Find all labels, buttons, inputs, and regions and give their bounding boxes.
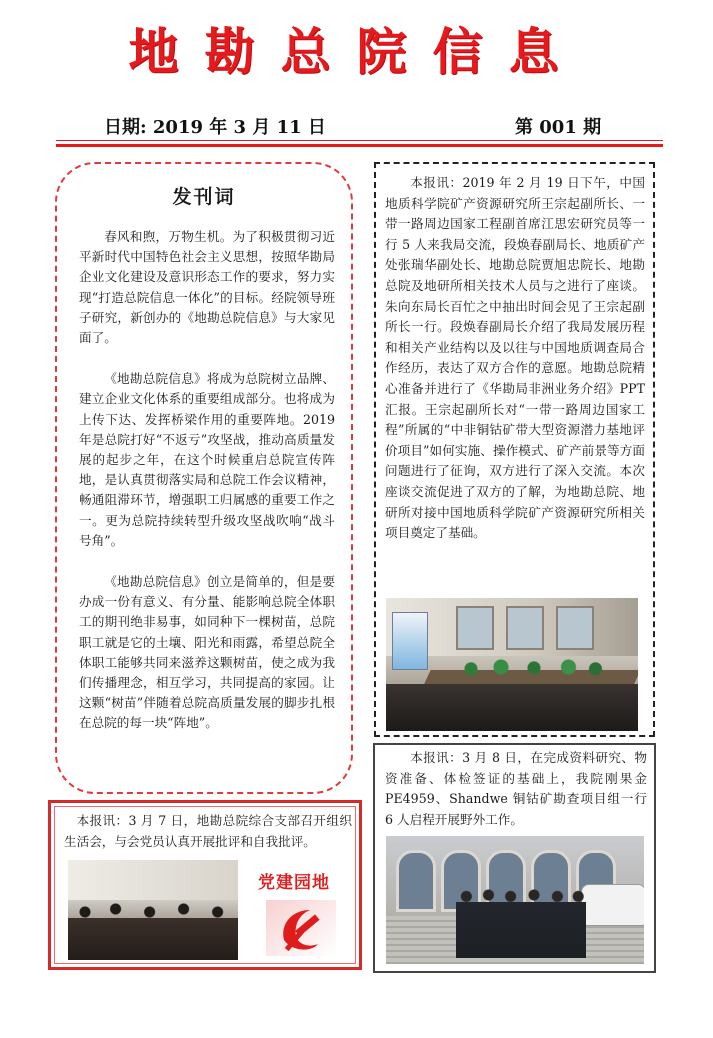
- news-article-exchange: [385, 173, 645, 544]
- foreword-body: [79, 227, 335, 755]
- foreword-paragraph: 春风和煦，万物生机。为了积极贯彻习近平新时代中国特色社会主义思想，按照华勘局企业文化建设及意识形态工作的要求，努力实现“打造总院信息一体化”的目标。经院领导班子研究，新创办的《地勘总院信息》与大家见面了。: [79, 229, 335, 346]
- foreword-paragraph: 《地勘总院信息》创立是简单的，但是要办成一份有意义、有分量、能影响总院全体职工的期刊绝非易事，如同种下一棵树苗，总院职工就是它的土壤、阳光和雨露，希望总院全体职工能够共同来滋养这颗树苗，使之成为我们传播理念，相互学习，共同提高的家园。让这颗“树苗”伴随着总院高质量发展的脚步扎根在总院的每一块“阵地”。: [79, 574, 335, 731]
- party-news: [64, 810, 352, 852]
- party-corner-label: 党建园地: [258, 873, 330, 893]
- foreword-title: 发刊词: [172, 186, 236, 208]
- foreword-paragraph: 《地勘总院信息》将成为总院树立品牌、建立企业文化体系的重要组成部分。也将成为上传下达、发挥桥梁作用的重要阵地。2019 年是总院打好“不返亏”攻坚战，推动高质量发展的起步之年，在这个时候重启总院宣传阵地，是认真贯彻落实局和总院工作会议精神，畅通阻滞环节，增强职工归属感的重要工作之一。更为总院持续转型升级攻坚战吹响“战斗号角”。: [79, 371, 335, 548]
- party-meeting-photo: [68, 860, 238, 960]
- masthead-title: 地勘总院信息: [128, 23, 585, 81]
- header-rule-thick: [56, 144, 663, 147]
- team-group-photo: [386, 836, 644, 964]
- news-paragraph: 本报讯：2019 年 2 月 19 日下午，中国地质科学院矿产资源研究所王宗起副所长、一带一路周边国家工程副首席江思宏研究员等一行 5 人来我局交流，段焕春副局长、地质矿产处张瑞华副处长、地勘总院贾旭忠院长、地勘总院及地研所相关技术人员与之进行了座谈。朱向东局长百忙之中抽出时间会见了王宗起副所长一行。段焕春副局长介绍了我局发展历程和相关产业结构以及以往与中国地质调查局合作经历，表达了双方合作的意愿。地勘总院精心准备并进行了《华勘局非洲业务介绍》PPT 汇报。王宗起副所长对“一带一路周边国家工程”所属的“中非铜钴矿带大型资源潜力基地评价项目”如何实施、操作模式、矿产前景等方面问题进行了征询，双方进行了深入交流。本次座谈交流促进了双方的了解，为地勘总院、地研所对接中国地质科学院矿产资源研究所相关项目奠定了基础。: [385, 175, 645, 541]
- header-rule-thin: [56, 140, 663, 141]
- party-paragraph: 本报讯：3 月 7 日，地勘总院综合支部召开组织生活会，与会党员认真开展批评和自我批评。: [64, 813, 352, 849]
- news-article-fieldwork: [385, 748, 647, 830]
- news-paragraph: 本报讯：3 月 8 日，在完成资料研究、物资准备、体检签证的基础上，我院刚果金 PE4959、Shandwe 铜钴矿勘查项目组一行 6 人启程开展野外工作。: [385, 750, 647, 827]
- hammer-sickle-icon: [266, 900, 336, 956]
- issue-number: 第 001 期: [515, 117, 602, 138]
- issue-date: 日期: 2019 年 3 月 11 日: [104, 117, 326, 138]
- meeting-photo: [386, 598, 638, 731]
